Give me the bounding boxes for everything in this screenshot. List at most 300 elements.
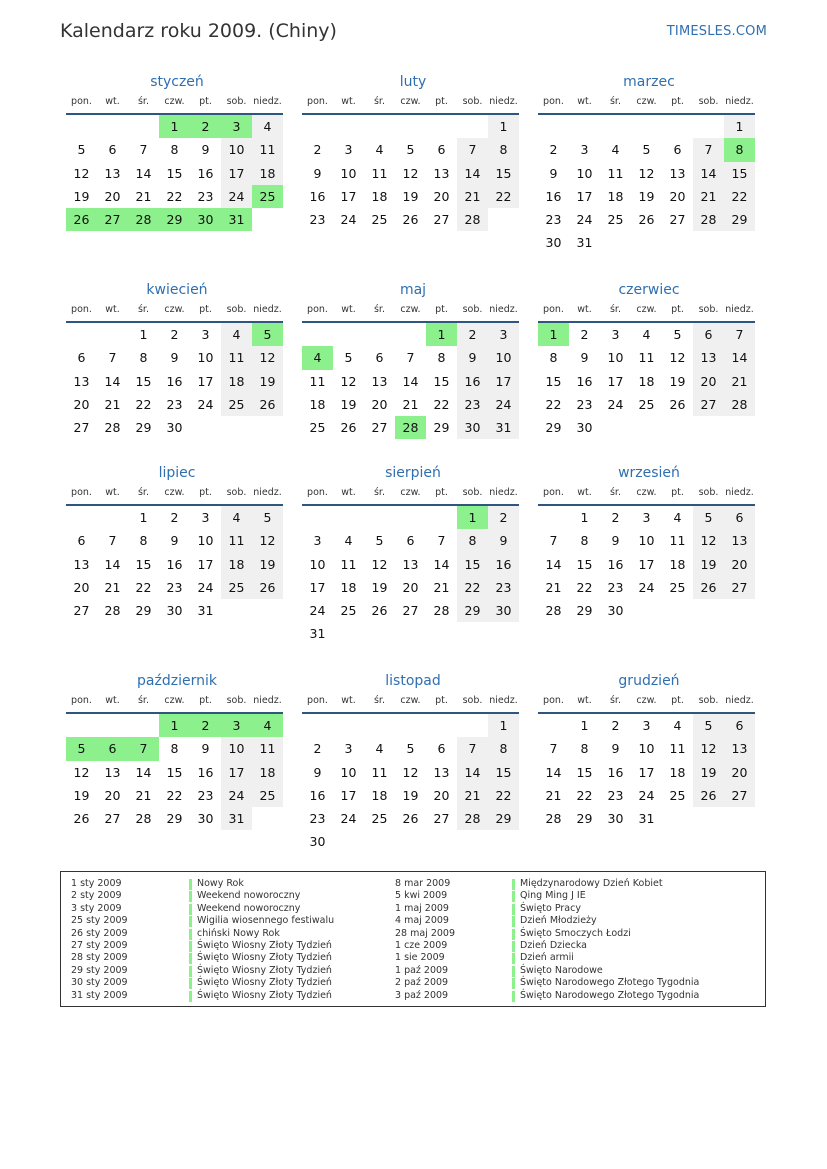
day-cell[interactable]: 5 (406, 142, 415, 158)
day-cell[interactable]: 9 (611, 741, 620, 757)
day-cell[interactable]: 18 (221, 370, 252, 393)
day-cell[interactable]: 18 (607, 188, 624, 204)
day-cell[interactable]: 25 (371, 811, 388, 827)
day-cell[interactable]: 1 (426, 323, 457, 346)
day-cell[interactable]: 9 (170, 533, 179, 549)
day-cell[interactable]: 14 (135, 764, 152, 780)
day-cell[interactable]: 8 (549, 350, 558, 366)
day-cell[interactable]: 24 (607, 396, 624, 412)
day-cell[interactable]: 14 (433, 556, 450, 572)
day-cell[interactable]: 12 (252, 529, 283, 552)
day-cell[interactable]: 2 (611, 510, 620, 525)
day-cell[interactable]: 25 (252, 784, 283, 807)
day-cell[interactable]: 24 (576, 212, 593, 228)
day-cell[interactable]: 21 (724, 370, 755, 393)
day-cell[interactable]: 13 (73, 373, 90, 389)
day-cell[interactable]: 25 (252, 185, 283, 208)
day-cell[interactable]: 31 (309, 626, 326, 642)
day-cell[interactable]: 19 (340, 396, 357, 412)
day-cell[interactable]: 4 (611, 142, 620, 158)
day-cell[interactable]: 7 (437, 533, 446, 549)
day-cell[interactable]: 11 (340, 556, 357, 572)
day-cell[interactable]: 19 (693, 553, 724, 576)
day-cell[interactable]: 17 (340, 188, 357, 204)
day-cell[interactable]: 15 (135, 556, 152, 572)
day-cell[interactable]: 1 (724, 115, 755, 138)
day-cell[interactable]: 11 (669, 533, 686, 549)
day-cell[interactable]: 7 (108, 350, 117, 366)
day-cell[interactable]: 9 (457, 346, 488, 369)
day-cell[interactable]: 5 (693, 714, 724, 737)
day-cell[interactable]: 25 (340, 603, 357, 619)
day-cell[interactable]: 22 (545, 396, 562, 412)
day-cell[interactable]: 18 (669, 556, 686, 572)
day-cell[interactable]: 4 (302, 346, 333, 369)
day-cell[interactable]: 24 (221, 185, 252, 208)
day-cell[interactable]: 2 (457, 323, 488, 346)
day-cell[interactable]: 11 (309, 373, 326, 389)
day-cell[interactable]: 4 (375, 142, 384, 158)
day-cell[interactable]: 5 (642, 142, 651, 158)
day-cell[interactable]: 21 (135, 787, 152, 803)
day-cell[interactable]: 5 (406, 741, 415, 757)
day-cell[interactable]: 7 (457, 737, 488, 760)
day-cell[interactable]: 1 (580, 718, 589, 733)
day-cell[interactable]: 6 (108, 142, 117, 158)
day-cell[interactable]: 10 (309, 556, 326, 572)
day-cell[interactable]: 18 (371, 188, 388, 204)
day-cell[interactable]: 25 (221, 393, 252, 416)
day-cell[interactable]: 28 (545, 811, 562, 827)
day-cell[interactable]: 10 (197, 533, 214, 549)
day-cell[interactable]: 3 (344, 142, 353, 158)
day-cell[interactable]: 16 (309, 787, 326, 803)
day-cell[interactable]: 13 (724, 737, 755, 760)
day-cell[interactable]: 12 (252, 346, 283, 369)
day-cell[interactable]: 28 (395, 416, 426, 439)
day-cell[interactable]: 27 (371, 420, 388, 436)
day-cell[interactable]: 2 (170, 327, 179, 342)
day-cell[interactable]: 21 (104, 396, 121, 412)
day-cell[interactable]: 26 (669, 396, 686, 412)
day-cell[interactable]: 13 (433, 764, 450, 780)
day-cell[interactable]: 3 (313, 533, 322, 549)
day-cell[interactable]: 9 (201, 142, 210, 158)
day-cell[interactable]: 14 (104, 373, 121, 389)
day-cell[interactable]: 16 (457, 370, 488, 393)
day-cell[interactable]: 15 (545, 373, 562, 389)
day-cell[interactable]: 27 (73, 603, 90, 619)
day-cell[interactable]: 22 (488, 784, 519, 807)
day-cell[interactable]: 19 (73, 787, 90, 803)
day-cell[interactable]: 23 (545, 212, 562, 228)
day-cell[interactable]: 17 (638, 556, 655, 572)
day-cell[interactable]: 20 (669, 188, 686, 204)
day-cell[interactable]: 22 (457, 576, 488, 599)
day-cell[interactable]: 29 (166, 811, 183, 827)
day-cell[interactable]: 6 (724, 506, 755, 529)
day-cell[interactable]: 12 (693, 529, 724, 552)
day-cell[interactable]: 8 (580, 533, 589, 549)
day-cell[interactable]: 9 (611, 533, 620, 549)
day-cell[interactable]: 23 (607, 787, 624, 803)
day-cell[interactable]: 12 (669, 350, 686, 366)
day-cell[interactable]: 3 (642, 718, 651, 733)
day-cell[interactable]: 30 (607, 603, 624, 619)
day-cell[interactable]: 3 (642, 510, 651, 525)
day-cell[interactable]: 30 (166, 420, 183, 436)
day-cell[interactable]: 2 (170, 510, 179, 525)
day-cell[interactable]: 6 (406, 533, 415, 549)
day-cell[interactable]: 25 (607, 212, 624, 228)
day-cell[interactable]: 4 (252, 714, 283, 737)
day-cell[interactable]: 13 (104, 764, 121, 780)
day-cell[interactable]: 21 (433, 579, 450, 595)
day-cell[interactable]: 25 (309, 420, 326, 436)
day-cell[interactable]: 21 (135, 188, 152, 204)
day-cell[interactable]: 29 (488, 807, 519, 830)
day-cell[interactable]: 17 (488, 370, 519, 393)
day-cell[interactable]: 30 (545, 235, 562, 251)
day-cell[interactable]: 14 (402, 373, 419, 389)
day-cell[interactable]: 22 (135, 396, 152, 412)
day-cell[interactable]: 2 (313, 741, 322, 757)
day-cell[interactable]: 11 (252, 138, 283, 161)
day-cell[interactable]: 14 (545, 764, 562, 780)
day-cell[interactable]: 26 (340, 420, 357, 436)
day-cell[interactable]: 8 (457, 529, 488, 552)
day-cell[interactable]: 26 (402, 811, 419, 827)
day-cell[interactable]: 23 (576, 396, 593, 412)
day-cell[interactable]: 28 (457, 807, 488, 830)
day-cell[interactable]: 4 (375, 741, 384, 757)
day-cell[interactable]: 11 (669, 741, 686, 757)
day-cell[interactable]: 27 (693, 393, 724, 416)
day-cell[interactable]: 18 (638, 373, 655, 389)
day-cell[interactable]: 17 (197, 556, 214, 572)
day-cell[interactable]: 19 (669, 373, 686, 389)
day-cell[interactable]: 7 (128, 737, 159, 760)
day-cell[interactable]: 11 (371, 165, 388, 181)
day-cell[interactable]: 29 (135, 420, 152, 436)
day-cell[interactable]: 23 (488, 576, 519, 599)
day-cell[interactable]: 3 (221, 115, 252, 138)
day-cell[interactable]: 29 (457, 599, 488, 622)
day-cell[interactable]: 11 (252, 737, 283, 760)
day-cell[interactable]: 23 (197, 188, 214, 204)
day-cell[interactable]: 29 (159, 208, 190, 231)
day-cell[interactable]: 13 (693, 346, 724, 369)
day-cell[interactable]: 6 (375, 350, 384, 366)
day-cell[interactable]: 12 (402, 165, 419, 181)
day-cell[interactable]: 8 (488, 737, 519, 760)
day-cell[interactable]: 6 (77, 350, 86, 366)
day-cell[interactable]: 18 (252, 761, 283, 784)
day-cell[interactable]: 4 (673, 510, 682, 525)
day-cell[interactable]: 27 (724, 576, 755, 599)
day-cell[interactable]: 16 (166, 556, 183, 572)
day-cell[interactable]: 5 (252, 506, 283, 529)
day-cell[interactable]: 23 (607, 579, 624, 595)
day-cell[interactable]: 22 (576, 787, 593, 803)
day-cell[interactable]: 22 (166, 787, 183, 803)
day-cell[interactable]: 6 (673, 142, 682, 158)
day-cell[interactable]: 30 (190, 208, 221, 231)
day-cell[interactable]: 31 (488, 416, 519, 439)
day-cell[interactable]: 15 (488, 761, 519, 784)
day-cell[interactable]: 14 (457, 761, 488, 784)
day-cell[interactable]: 22 (433, 396, 450, 412)
day-cell[interactable]: 28 (457, 208, 488, 231)
day-cell[interactable]: 23 (309, 811, 326, 827)
day-cell[interactable]: 2 (488, 506, 519, 529)
day-cell[interactable]: 13 (73, 556, 90, 572)
day-cell[interactable]: 7 (549, 741, 558, 757)
day-cell[interactable]: 9 (580, 350, 589, 366)
day-cell[interactable]: 12 (693, 737, 724, 760)
day-cell[interactable]: 25 (638, 396, 655, 412)
day-cell[interactable]: 12 (73, 764, 90, 780)
day-cell[interactable]: 24 (197, 396, 214, 412)
day-cell[interactable]: 17 (197, 373, 214, 389)
brand-link[interactable]: TIMESLES.COM (666, 24, 767, 39)
day-cell[interactable]: 20 (724, 761, 755, 784)
day-cell[interactable]: 15 (457, 553, 488, 576)
day-cell[interactable]: 28 (433, 603, 450, 619)
day-cell[interactable]: 18 (371, 787, 388, 803)
day-cell[interactable]: 10 (576, 165, 593, 181)
day-cell[interactable]: 4 (673, 718, 682, 733)
day-cell[interactable]: 21 (104, 579, 121, 595)
day-cell[interactable]: 26 (252, 393, 283, 416)
day-cell[interactable]: 20 (433, 188, 450, 204)
day-cell[interactable]: 31 (197, 603, 214, 619)
day-cell[interactable]: 13 (724, 529, 755, 552)
day-cell[interactable]: 6 (437, 142, 446, 158)
day-cell[interactable]: 21 (457, 185, 488, 208)
day-cell[interactable]: 20 (402, 579, 419, 595)
day-cell[interactable]: 22 (135, 579, 152, 595)
day-cell[interactable]: 11 (221, 346, 252, 369)
day-cell[interactable]: 31 (221, 208, 252, 231)
day-cell[interactable]: 8 (437, 350, 446, 366)
day-cell[interactable]: 27 (724, 784, 755, 807)
day-cell[interactable]: 16 (545, 188, 562, 204)
day-cell[interactable]: 31 (576, 235, 593, 251)
day-cell[interactable]: 15 (166, 165, 183, 181)
day-cell[interactable]: 2 (611, 718, 620, 733)
day-cell[interactable]: 31 (221, 807, 252, 830)
day-cell[interactable]: 7 (724, 323, 755, 346)
day-cell[interactable]: 24 (340, 212, 357, 228)
day-cell[interactable]: 26 (693, 784, 724, 807)
day-cell[interactable]: 15 (135, 373, 152, 389)
day-cell[interactable]: 23 (166, 396, 183, 412)
day-cell[interactable]: 3 (611, 327, 620, 342)
day-cell[interactable]: 5 (77, 142, 86, 158)
day-cell[interactable]: 16 (166, 373, 183, 389)
day-cell[interactable]: 17 (340, 787, 357, 803)
day-cell[interactable]: 20 (433, 787, 450, 803)
day-cell[interactable]: 15 (724, 162, 755, 185)
day-cell[interactable]: 11 (607, 165, 624, 181)
day-cell[interactable]: 26 (693, 576, 724, 599)
day-cell[interactable]: 20 (371, 396, 388, 412)
day-cell[interactable]: 5 (66, 737, 97, 760)
day-cell[interactable]: 7 (457, 138, 488, 161)
day-cell[interactable]: 23 (197, 787, 214, 803)
day-cell[interactable]: 24 (221, 784, 252, 807)
day-cell[interactable]: 5 (252, 323, 283, 346)
day-cell[interactable]: 5 (344, 350, 353, 366)
day-cell[interactable]: 30 (488, 599, 519, 622)
day-cell[interactable]: 4 (221, 323, 252, 346)
day-cell[interactable]: 1 (139, 327, 148, 342)
day-cell[interactable]: 29 (545, 420, 562, 436)
day-cell[interactable]: 26 (66, 208, 97, 231)
day-cell[interactable]: 22 (576, 579, 593, 595)
day-cell[interactable]: 25 (669, 787, 686, 803)
day-cell[interactable]: 22 (166, 188, 183, 204)
day-cell[interactable]: 22 (724, 185, 755, 208)
day-cell[interactable]: 17 (221, 162, 252, 185)
day-cell[interactable]: 27 (73, 420, 90, 436)
day-cell[interactable]: 27 (104, 811, 121, 827)
day-cell[interactable]: 6 (97, 737, 128, 760)
day-cell[interactable]: 1 (488, 115, 519, 138)
day-cell[interactable]: 27 (669, 212, 686, 228)
day-cell[interactable]: 28 (724, 393, 755, 416)
day-cell[interactable]: 25 (371, 212, 388, 228)
day-cell[interactable]: 8 (580, 741, 589, 757)
day-cell[interactable]: 4 (252, 115, 283, 138)
day-cell[interactable]: 14 (693, 162, 724, 185)
day-cell[interactable]: 30 (309, 834, 326, 850)
day-cell[interactable]: 25 (221, 576, 252, 599)
day-cell[interactable]: 23 (457, 393, 488, 416)
day-cell[interactable]: 19 (252, 370, 283, 393)
day-cell[interactable]: 15 (433, 373, 450, 389)
day-cell[interactable]: 17 (638, 764, 655, 780)
day-cell[interactable]: 30 (576, 420, 593, 436)
day-cell[interactable]: 4 (221, 506, 252, 529)
day-cell[interactable]: 9 (201, 741, 210, 757)
day-cell[interactable]: 2 (580, 327, 589, 342)
day-cell[interactable]: 13 (433, 165, 450, 181)
day-cell[interactable]: 7 (693, 138, 724, 161)
day-cell[interactable]: 13 (371, 373, 388, 389)
day-cell[interactable]: 19 (252, 553, 283, 576)
day-cell[interactable]: 8 (724, 138, 755, 161)
day-cell[interactable]: 23 (309, 212, 326, 228)
day-cell[interactable]: 21 (545, 787, 562, 803)
day-cell[interactable]: 16 (309, 188, 326, 204)
day-cell[interactable]: 16 (197, 764, 214, 780)
day-cell[interactable]: 2 (190, 115, 221, 138)
day-cell[interactable]: 9 (549, 165, 558, 181)
day-cell[interactable]: 2 (313, 142, 322, 158)
day-cell[interactable]: 6 (77, 533, 86, 549)
day-cell[interactable]: 12 (73, 165, 90, 181)
day-cell[interactable]: 22 (488, 185, 519, 208)
day-cell[interactable]: 29 (135, 603, 152, 619)
day-cell[interactable]: 20 (73, 579, 90, 595)
day-cell[interactable]: 11 (371, 764, 388, 780)
day-cell[interactable]: 26 (73, 811, 90, 827)
day-cell[interactable]: 10 (197, 350, 214, 366)
day-cell[interactable]: 20 (104, 188, 121, 204)
day-cell[interactable]: 14 (135, 165, 152, 181)
day-cell[interactable]: 14 (104, 556, 121, 572)
day-cell[interactable]: 19 (402, 787, 419, 803)
day-cell[interactable]: 18 (340, 579, 357, 595)
day-cell[interactable]: 28 (104, 603, 121, 619)
day-cell[interactable]: 7 (108, 533, 117, 549)
day-cell[interactable]: 5 (693, 506, 724, 529)
day-cell[interactable]: 7 (406, 350, 415, 366)
day-cell[interactable]: 14 (545, 556, 562, 572)
day-cell[interactable]: 14 (457, 162, 488, 185)
day-cell[interactable]: 30 (197, 811, 214, 827)
day-cell[interactable]: 16 (607, 764, 624, 780)
day-cell[interactable]: 29 (576, 811, 593, 827)
day-cell[interactable]: 20 (104, 787, 121, 803)
day-cell[interactable]: 19 (371, 579, 388, 595)
day-cell[interactable]: 8 (488, 138, 519, 161)
day-cell[interactable]: 3 (488, 323, 519, 346)
day-cell[interactable]: 19 (402, 188, 419, 204)
day-cell[interactable]: 6 (724, 714, 755, 737)
day-cell[interactable]: 14 (724, 346, 755, 369)
day-cell[interactable]: 27 (402, 603, 419, 619)
day-cell[interactable]: 28 (128, 208, 159, 231)
day-cell[interactable]: 1 (457, 506, 488, 529)
day-cell[interactable]: 23 (166, 579, 183, 595)
day-cell[interactable]: 10 (607, 350, 624, 366)
day-cell[interactable]: 19 (693, 761, 724, 784)
day-cell[interactable]: 3 (201, 327, 210, 342)
day-cell[interactable]: 28 (545, 603, 562, 619)
day-cell[interactable]: 26 (371, 603, 388, 619)
day-cell[interactable]: 18 (252, 162, 283, 185)
day-cell[interactable]: 1 (159, 115, 190, 138)
day-cell[interactable]: 12 (638, 165, 655, 181)
day-cell[interactable]: 13 (104, 165, 121, 181)
day-cell[interactable]: 8 (139, 533, 148, 549)
day-cell[interactable]: 20 (693, 370, 724, 393)
day-cell[interactable]: 9 (313, 764, 322, 780)
day-cell[interactable]: 9 (488, 529, 519, 552)
day-cell[interactable]: 12 (402, 764, 419, 780)
day-cell[interactable]: 9 (313, 165, 322, 181)
day-cell[interactable]: 27 (433, 212, 450, 228)
day-cell[interactable]: 17 (576, 188, 593, 204)
day-cell[interactable]: 30 (457, 416, 488, 439)
day-cell[interactable]: 10 (638, 533, 655, 549)
day-cell[interactable]: 5 (673, 327, 682, 342)
day-cell[interactable]: 10 (488, 346, 519, 369)
day-cell[interactable]: 4 (642, 327, 651, 342)
day-cell[interactable]: 16 (576, 373, 593, 389)
day-cell[interactable]: 7 (139, 142, 148, 158)
day-cell[interactable]: 2 (549, 142, 558, 158)
day-cell[interactable]: 15 (576, 556, 593, 572)
day-cell[interactable]: 21 (457, 784, 488, 807)
day-cell[interactable]: 28 (693, 208, 724, 231)
day-cell[interactable]: 19 (638, 188, 655, 204)
day-cell[interactable]: 18 (309, 396, 326, 412)
day-cell[interactable]: 8 (170, 741, 179, 757)
